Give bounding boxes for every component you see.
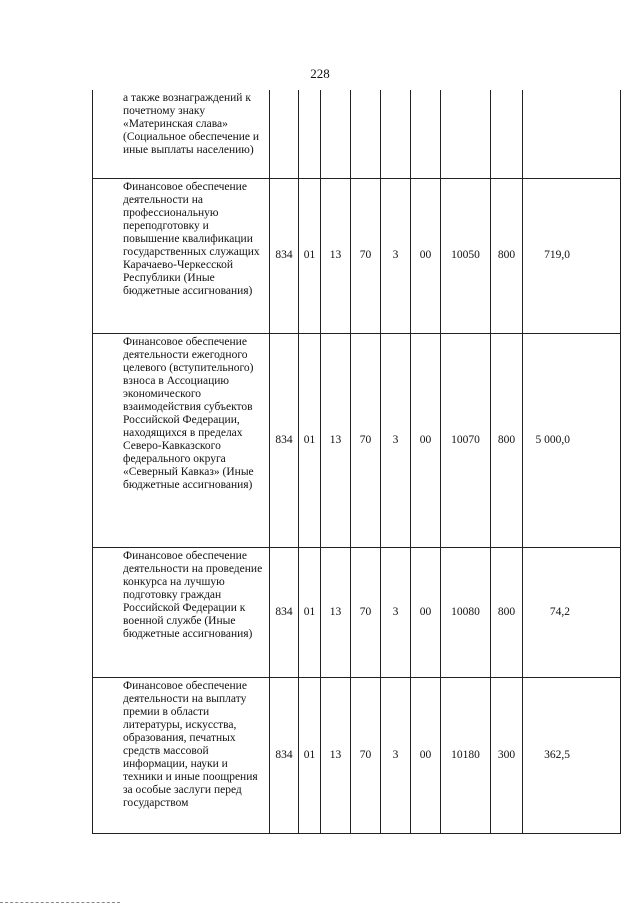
table-row [93, 90, 621, 178]
scan-edge-mark [0, 902, 120, 903]
expense-type-code: 800 [491, 333, 523, 547]
table-body [93, 90, 621, 833]
section-code [299, 90, 321, 178]
amount: 719,0 [523, 178, 621, 333]
subprogram-code [381, 90, 411, 178]
budget-table [92, 90, 621, 834]
section-code: 01 [299, 547, 321, 677]
section-code: 01 [299, 333, 321, 547]
main-event-code: 00 [411, 547, 441, 677]
amount: 362,5 [523, 677, 621, 833]
amount [523, 90, 621, 178]
ministry-code: 834 [270, 547, 299, 677]
direction-code: 10050 [441, 178, 491, 333]
subprogram-code: 3 [381, 333, 411, 547]
direction-code: 10080 [441, 547, 491, 677]
table-row [93, 178, 621, 333]
program-code: 70 [351, 333, 381, 547]
ministry-code: 834 [270, 333, 299, 547]
subsection-code: 13 [321, 677, 351, 833]
expense-name: а также вознаграждений к почетному знаку «Материнская слава» (Социальное обеспечение и иные выплаты населению) [93, 90, 270, 178]
direction-code: 10180 [441, 677, 491, 833]
section-code: 01 [299, 178, 321, 333]
program-code [351, 90, 381, 178]
main-event-code: 00 [411, 677, 441, 833]
subsection-code: 13 [321, 547, 351, 677]
ministry-code: 834 [270, 677, 299, 833]
subprogram-code: 3 [381, 178, 411, 333]
subsection-code [321, 90, 351, 178]
expense-type-code [491, 90, 523, 178]
expense-type-code: 300 [491, 677, 523, 833]
program-code: 70 [351, 178, 381, 333]
expense-name: Финансовое обеспечение деятельности на проведение конкурса на лучшую подготовку граждан Российской Федерации к военной службе (Иные бюджетные ассигнования) [93, 547, 270, 677]
expense-name: Финансовое обеспечение деятельности ежегодного целевого (вступительного) взноса в Ассоциацию экономического взаимодействия субъектов Российской Федерации, находящихся в пределах Северо-Кавказского федерального округа «Северный Кавказ» (Иные бюджетные ассигнования) [93, 333, 270, 547]
page-number: 228 [310, 66, 330, 81]
program-code: 70 [351, 547, 381, 677]
amount: 5 000,0 [523, 333, 621, 547]
expense-type-code: 800 [491, 547, 523, 677]
direction-code [441, 90, 491, 178]
program-code: 70 [351, 677, 381, 833]
direction-code: 10070 [441, 333, 491, 547]
subsection-code: 13 [321, 333, 351, 547]
ministry-code [270, 90, 299, 178]
expense-name: Финансовое обеспечение деятельности на профессиональную переподготовку и повышение квалификации государственных служащих Карачаево-Черкесской Республики (Иные бюджетные ассигнования) [93, 178, 270, 333]
expense-name: Финансовое обеспечение деятельности на выплату премии в области литературы, искусства, образования, печатных средств массовой информации, науки и техники и иные поощрения за особые заслуги перед государством [93, 677, 270, 833]
table-row [93, 547, 621, 677]
subprogram-code: 3 [381, 547, 411, 677]
main-event-code: 00 [411, 333, 441, 547]
ministry-code: 834 [270, 178, 299, 333]
section-code: 01 [299, 677, 321, 833]
table-row [93, 333, 621, 547]
expense-type-code: 800 [491, 178, 523, 333]
main-event-code [411, 90, 441, 178]
amount: 74,2 [523, 547, 621, 677]
table-row [93, 677, 621, 833]
main-event-code: 00 [411, 178, 441, 333]
subsection-code: 13 [321, 178, 351, 333]
subprogram-code: 3 [381, 677, 411, 833]
